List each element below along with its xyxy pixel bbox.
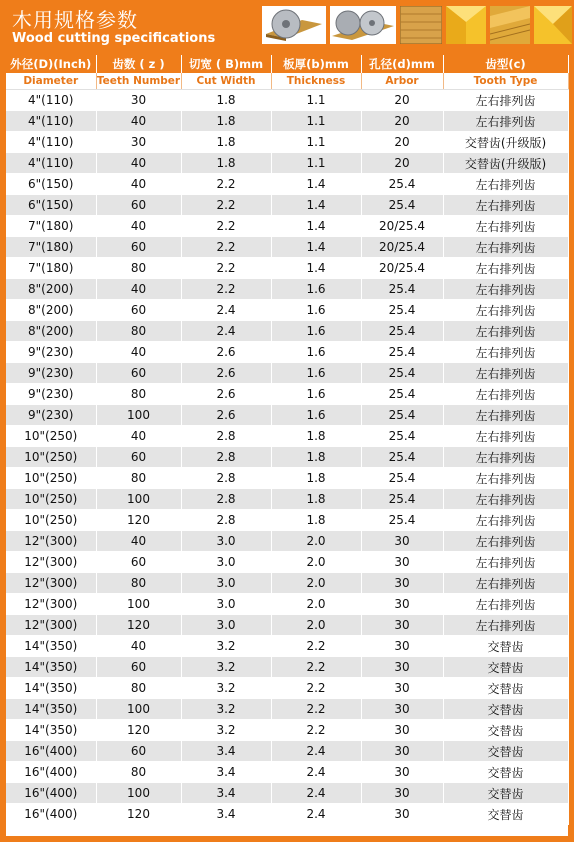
cell-diameter: 12"(300) [6,531,96,552]
cell-teeth: 60 [96,741,181,762]
cell-diameter: 9"(230) [6,363,96,384]
table-row [6,594,568,615]
cell-cut-width: 3.2 [181,657,271,678]
cell-arbor: 25.4 [361,447,443,468]
col-header-thickness-en: Thickness [271,73,361,90]
table-row [6,615,568,636]
table-row [6,195,568,216]
cell-diameter: 16"(400) [6,741,96,762]
cell-diameter: 10"(250) [6,510,96,531]
cell-teeth: 100 [96,405,181,426]
cell-teeth: 60 [96,657,181,678]
cell-teeth: 40 [96,342,181,363]
table-row [6,573,568,594]
cell-tooth-type: 左右排列齿 [443,342,568,363]
cell-arbor: 20/25.4 [361,216,443,237]
cell-arbor: 25.4 [361,405,443,426]
cell-diameter: 14"(350) [6,657,96,678]
wood-block-icon [400,6,442,44]
cell-diameter: 8"(200) [6,321,96,342]
cell-diameter: 12"(300) [6,552,96,573]
table-row [6,384,568,405]
cell-arbor: 25.4 [361,426,443,447]
cell-diameter: 7"(180) [6,258,96,279]
cell-diameter: 9"(230) [6,384,96,405]
cell-cut-width: 2.8 [181,468,271,489]
table-header-en [6,73,568,90]
cell-tooth-type: 交替齿(升级版) [443,153,568,174]
cell-diameter: 12"(300) [6,573,96,594]
cell-cut-width: 2.2 [181,279,271,300]
cell-diameter: 10"(250) [6,426,96,447]
table-row [6,783,568,804]
cell-diameter: 7"(180) [6,216,96,237]
product-icon-strip [262,6,572,44]
table-row [6,678,568,699]
cell-cut-width: 2.2 [181,174,271,195]
cell-teeth: 120 [96,615,181,636]
cell-arbor: 25.4 [361,489,443,510]
cell-tooth-type: 左右排列齿 [443,90,568,111]
col-header-diameter-en: Diameter [6,73,96,90]
cell-diameter: 4"(110) [6,90,96,111]
cell-arbor: 30 [361,657,443,678]
cell-thickness: 1.6 [271,405,361,426]
cell-diameter: 4"(110) [6,132,96,153]
spec-table [6,55,569,825]
cell-diameter: 6"(150) [6,174,96,195]
cell-teeth: 120 [96,720,181,741]
cell-thickness: 1.8 [271,510,361,531]
cell-arbor: 20 [361,111,443,132]
cell-thickness: 1.4 [271,216,361,237]
cell-thickness: 1.8 [271,489,361,510]
cell-diameter: 8"(200) [6,300,96,321]
cell-tooth-type: 左右排列齿 [443,552,568,573]
col-header-arbor-zh: 孔径(d)mm [361,55,443,73]
cell-tooth-type: 左右排列齿 [443,279,568,300]
cell-tooth-type: 左右排列齿 [443,321,568,342]
cell-tooth-type: 左右排列齿 [443,447,568,468]
cell-cut-width: 3.2 [181,699,271,720]
cell-thickness: 1.6 [271,321,361,342]
cell-cut-width: 3.2 [181,678,271,699]
cell-cut-width: 2.8 [181,447,271,468]
cell-teeth: 100 [96,783,181,804]
cell-tooth-type: 左右排列齿 [443,531,568,552]
table-row [6,300,568,321]
cell-teeth: 40 [96,216,181,237]
cell-tooth-type: 左右排列齿 [443,594,568,615]
cell-teeth: 40 [96,174,181,195]
cell-teeth: 80 [96,573,181,594]
table-row [6,741,568,762]
cell-cut-width: 2.8 [181,489,271,510]
cell-diameter: 10"(250) [6,489,96,510]
cell-tooth-type: 交替齿 [443,657,568,678]
double-blade-icon [330,6,396,44]
cell-arbor: 30 [361,552,443,573]
cell-arbor: 20 [361,132,443,153]
table-row [6,699,568,720]
cell-cut-width: 2.2 [181,237,271,258]
table-row [6,531,568,552]
cell-cut-width: 2.6 [181,363,271,384]
table-row [6,153,568,174]
cell-arbor: 30 [361,594,443,615]
cell-arbor: 25.4 [361,195,443,216]
cell-teeth: 40 [96,111,181,132]
cell-diameter: 14"(350) [6,636,96,657]
cell-arbor: 25.4 [361,279,443,300]
cell-thickness: 1.6 [271,363,361,384]
cell-tooth-type: 左右排列齿 [443,216,568,237]
cell-thickness: 2.2 [271,657,361,678]
cell-tooth-type: 左右排列齿 [443,426,568,447]
cell-tooth-type: 交替齿 [443,783,568,804]
spec-table-body [6,90,568,825]
cell-arbor: 20 [361,90,443,111]
cell-cut-width: 2.6 [181,384,271,405]
cell-tooth-type: 交替齿 [443,804,568,825]
cell-teeth: 100 [96,699,181,720]
table-row [6,447,568,468]
cell-tooth-type: 交替齿(升级版) [443,132,568,153]
cell-arbor: 30 [361,678,443,699]
cell-tooth-type: 左右排列齿 [443,111,568,132]
cell-teeth: 80 [96,762,181,783]
cell-cut-width: 3.0 [181,615,271,636]
cell-thickness: 1.8 [271,447,361,468]
cell-arbor: 20 [361,153,443,174]
cell-thickness: 2.0 [271,615,361,636]
cell-tooth-type: 交替齿 [443,762,568,783]
cell-thickness: 2.2 [271,636,361,657]
col-header-tooth-type-zh: 齿型(c) [443,55,568,73]
cell-cut-width: 2.2 [181,195,271,216]
table-row [6,321,568,342]
cell-arbor: 25.4 [361,174,443,195]
table-row [6,363,568,384]
cell-teeth: 60 [96,237,181,258]
table-row [6,762,568,783]
cell-diameter: 12"(300) [6,594,96,615]
cell-thickness: 2.4 [271,741,361,762]
table-row [6,90,568,111]
cell-thickness: 1.1 [271,132,361,153]
table-row [6,405,568,426]
cell-tooth-type: 左右排列齿 [443,510,568,531]
cell-tooth-type: 左右排列齿 [443,405,568,426]
cell-thickness: 2.0 [271,531,361,552]
cell-arbor: 30 [361,804,443,825]
cell-thickness: 1.1 [271,153,361,174]
cell-teeth: 100 [96,489,181,510]
cell-tooth-type: 左右排列齿 [443,258,568,279]
cell-thickness: 2.2 [271,720,361,741]
cell-teeth: 80 [96,384,181,405]
cell-arbor: 20/25.4 [361,237,443,258]
cell-tooth-type: 左右排列齿 [443,237,568,258]
col-header-arbor-en: Arbor [361,73,443,90]
table-row [6,510,568,531]
cell-diameter: 16"(400) [6,804,96,825]
cell-teeth: 30 [96,132,181,153]
table-row [6,237,568,258]
cell-cut-width: 3.0 [181,594,271,615]
cell-diameter: 14"(350) [6,678,96,699]
cell-cut-width: 3.0 [181,573,271,594]
cell-cut-width: 1.8 [181,90,271,111]
table-row [6,552,568,573]
cell-cut-width: 3.4 [181,804,271,825]
cell-arbor: 20/25.4 [361,258,443,279]
col-header-teeth-zh: 齿数 ( z ) [96,55,181,73]
table-row [6,258,568,279]
cell-tooth-type: 左右排列齿 [443,573,568,594]
tooth-profile-tcg-icon [534,6,572,44]
cell-teeth: 40 [96,636,181,657]
cell-diameter: 4"(110) [6,153,96,174]
cell-diameter: 16"(400) [6,783,96,804]
cell-thickness: 1.4 [271,174,361,195]
cell-thickness: 2.2 [271,678,361,699]
cell-thickness: 2.4 [271,783,361,804]
cell-thickness: 2.0 [271,552,361,573]
cell-cut-width: 2.8 [181,426,271,447]
cell-tooth-type: 交替齿 [443,699,568,720]
cell-teeth: 60 [96,447,181,468]
cell-teeth: 60 [96,552,181,573]
page-header [0,0,574,52]
cell-diameter: 8"(200) [6,279,96,300]
cell-arbor: 25.4 [361,300,443,321]
cell-arbor: 25.4 [361,510,443,531]
cell-thickness: 1.4 [271,258,361,279]
cell-cut-width: 2.4 [181,300,271,321]
cell-thickness: 1.8 [271,468,361,489]
cell-cut-width: 3.4 [181,741,271,762]
cell-cut-width: 3.0 [181,552,271,573]
cell-tooth-type: 左右排列齿 [443,363,568,384]
cell-diameter: 14"(350) [6,699,96,720]
cell-thickness: 1.4 [271,195,361,216]
table-row [6,216,568,237]
cell-tooth-type: 交替齿 [443,741,568,762]
cell-cut-width: 3.0 [181,531,271,552]
cell-arbor: 30 [361,741,443,762]
cell-teeth: 60 [96,363,181,384]
cell-tooth-type: 左右排列齿 [443,174,568,195]
table-row [6,657,568,678]
table-row [6,111,568,132]
table-row [6,468,568,489]
col-header-teeth-en: Teeth Number [96,73,181,90]
cell-teeth: 120 [96,510,181,531]
cell-teeth: 40 [96,531,181,552]
cell-teeth: 80 [96,468,181,489]
cell-diameter: 6"(150) [6,195,96,216]
cell-cut-width: 1.8 [181,111,271,132]
cell-tooth-type: 左右排列齿 [443,300,568,321]
cell-teeth: 80 [96,678,181,699]
cell-cut-width: 3.4 [181,762,271,783]
cell-diameter: 7"(180) [6,237,96,258]
cell-arbor: 30 [361,573,443,594]
cell-tooth-type: 交替齿 [443,636,568,657]
table-row [6,489,568,510]
col-header-cut-width-zh: 切宽 ( B)mm [181,55,271,73]
cell-diameter: 9"(230) [6,405,96,426]
cell-tooth-type: 交替齿 [443,720,568,741]
tooth-profile-alt-icon [490,6,530,44]
cell-tooth-type: 左右排列齿 [443,384,568,405]
cell-thickness: 1.1 [271,111,361,132]
table-header-zh [6,55,568,73]
cell-tooth-type: 左右排列齿 [443,489,568,510]
cell-tooth-type: 交替齿 [443,678,568,699]
cell-cut-width: 2.6 [181,342,271,363]
cell-diameter: 4"(110) [6,111,96,132]
cell-teeth: 100 [96,594,181,615]
table-row [6,279,568,300]
cell-diameter: 9"(230) [6,342,96,363]
cell-cut-width: 2.2 [181,216,271,237]
cell-thickness: 2.0 [271,573,361,594]
spec-table-container [6,55,568,836]
cell-diameter: 12"(300) [6,615,96,636]
cell-tooth-type: 左右排列齿 [443,468,568,489]
cell-arbor: 30 [361,783,443,804]
cell-thickness: 1.6 [271,342,361,363]
col-header-tooth-type-en: Tooth Type [443,73,568,90]
cell-teeth: 60 [96,300,181,321]
table-row [6,132,568,153]
cell-arbor: 25.4 [361,342,443,363]
cell-thickness: 1.6 [271,300,361,321]
cell-teeth: 80 [96,258,181,279]
cell-teeth: 120 [96,804,181,825]
col-header-thickness-zh: 板厚(b)mm [271,55,361,73]
cell-arbor: 25.4 [361,384,443,405]
cell-arbor: 30 [361,531,443,552]
table-row [6,804,568,825]
cell-arbor: 25.4 [361,468,443,489]
cell-teeth: 40 [96,426,181,447]
cell-thickness: 1.6 [271,279,361,300]
cell-arbor: 25.4 [361,363,443,384]
cell-arbor: 25.4 [361,321,443,342]
cell-arbor: 30 [361,720,443,741]
cell-diameter: 10"(250) [6,468,96,489]
cell-thickness: 2.4 [271,762,361,783]
cell-tooth-type: 左右排列齿 [443,195,568,216]
table-row [6,636,568,657]
col-header-cut-width-en: Cut Width [181,73,271,90]
cell-arbor: 30 [361,636,443,657]
cell-thickness: 2.2 [271,699,361,720]
table-row [6,720,568,741]
cell-thickness: 1.8 [271,426,361,447]
cell-thickness: 1.4 [271,237,361,258]
circular-blade-icon [262,6,326,44]
cell-arbor: 30 [361,762,443,783]
cell-arbor: 30 [361,615,443,636]
table-row [6,342,568,363]
cell-diameter: 14"(350) [6,720,96,741]
cell-diameter: 16"(400) [6,762,96,783]
cell-teeth: 30 [96,90,181,111]
table-row [6,174,568,195]
cell-teeth: 80 [96,321,181,342]
cell-teeth: 60 [96,195,181,216]
col-header-diameter-zh: 外径(D)(Inch) [6,55,96,73]
cell-teeth: 40 [96,153,181,174]
cell-diameter: 10"(250) [6,447,96,468]
cell-thickness: 2.0 [271,594,361,615]
table-row [6,426,568,447]
cell-cut-width: 1.8 [181,153,271,174]
page-title-zh: 木用规格参数 [12,8,138,32]
cell-cut-width: 3.4 [181,783,271,804]
cell-cut-width: 3.2 [181,636,271,657]
cell-tooth-type: 左右排列齿 [443,615,568,636]
cell-cut-width: 2.6 [181,405,271,426]
cell-thickness: 1.1 [271,90,361,111]
cell-cut-width: 2.2 [181,258,271,279]
cell-thickness: 1.6 [271,384,361,405]
cell-cut-width: 2.4 [181,321,271,342]
cell-arbor: 30 [361,699,443,720]
cell-thickness: 2.4 [271,804,361,825]
page-title-en: Wood cutting specifications [12,31,216,46]
cell-cut-width: 2.8 [181,510,271,531]
cell-teeth: 40 [96,279,181,300]
cell-cut-width: 3.2 [181,720,271,741]
cell-cut-width: 1.8 [181,132,271,153]
tooth-profile-atb-icon [446,6,486,44]
